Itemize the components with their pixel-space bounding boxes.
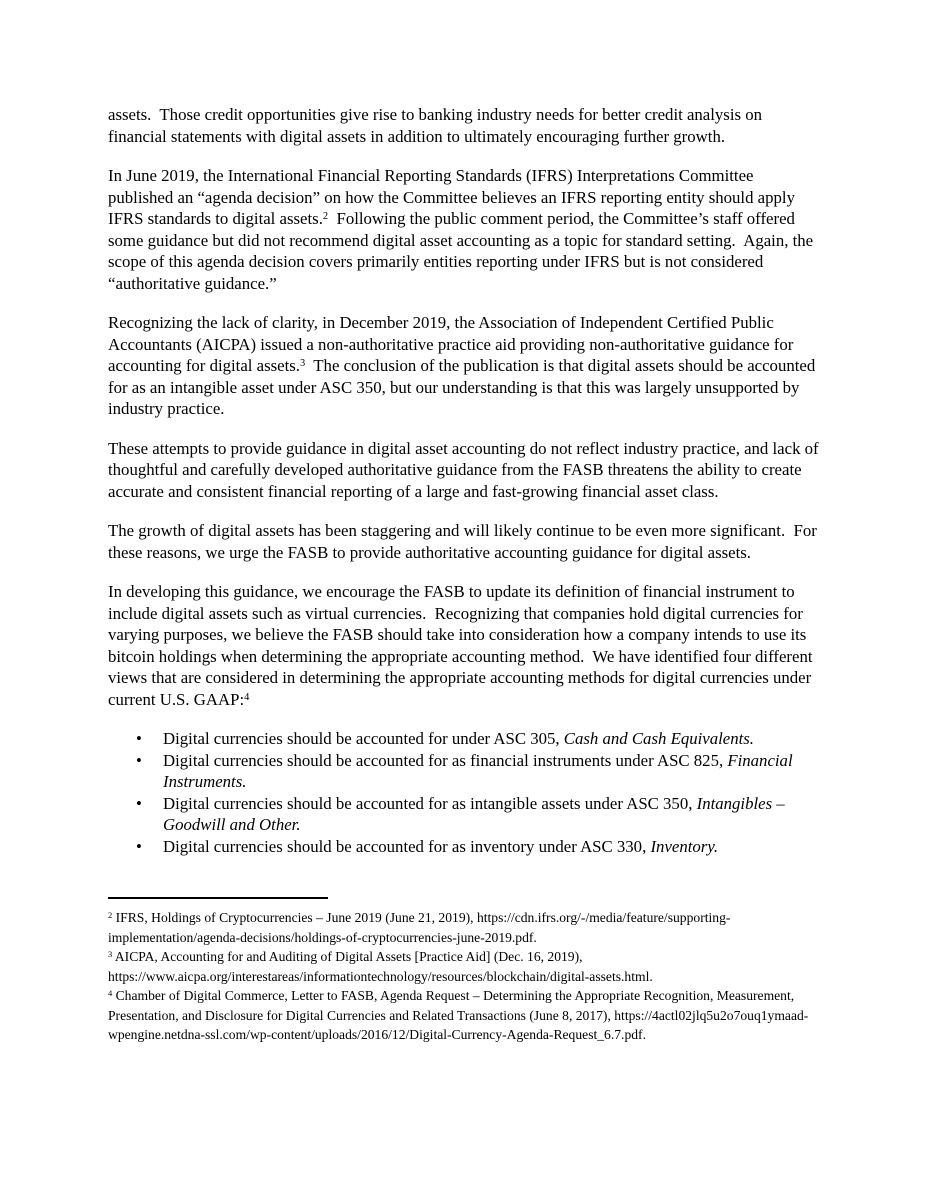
footnote: $^3$ AICPA, Accounting for and Auditing of Digital Assets [Practice Aid] (Dec. 16, 2019), https://www.aicpa.org/interestareas/informationtechnology/resources/blockchain/digital-assets.html.: [108, 949, 653, 984]
paragraph: In June 2019, the International Financial Reporting Standards (IFRS) Interpretations Committee published an “agenda decision” on how the Committee believes an IFRS reporting entity should apply IFRS standards to digital assets.$^2$ Following the public comment period, the Committee’s staff offered some guidance but did not recommend digital asset accounting as a topic for standard setting. Again, the scope of this agenda decision covers primarily entities reporting under IFRS but is not considered “authoritative guidance.”: [108, 166, 818, 293]
list-item-text: Digital currencies should be accounted for as inventory under ASC 330, Inventory.: [163, 836, 719, 856]
paragraph: These attempts to provide guidance in digital asset accounting do not reflect industry practice, and lack of thoughtful and carefully developed authoritative guidance from the FASB threatens the ability to create accurate and consistent financial reporting of a large and fast-growing financial asset class.: [108, 438, 823, 501]
bullet-icon: •: [136, 793, 142, 813]
paragraph: Recognizing the lack of clarity, in December 2019, the Association of Independent Certified Public Accountants (AICPA) issued a non-authoritative practice aid providing non-authoritative guidance for accounting for digital assets.$^3$ The conclusion of the publication is that digital assets should be accounted for as an intangible asset under ASC 350, but our understanding is that this was largely unsupported by industry practice.: [108, 313, 820, 418]
bullet-icon: •: [136, 836, 142, 856]
footnotes-section: [108, 897, 820, 1045]
paragraph: The growth of digital assets has been staggering and will likely continue to be even more significant. For these reasons, we urge the FASB to provide authoritative accounting guidance for digital assets.: [108, 521, 822, 562]
bullet-icon: •: [136, 729, 142, 748]
bullet-list: [108, 728, 820, 857]
list-item: [108, 728, 820, 750]
paragraph: In developing this guidance, we encourage the FASB to update its definition of financial instrument to include digital assets such as virtual currencies. Recognizing that companies hold digital currencies for varying purposes, we believe the FASB should take into consideration how a company intends to use its bitcoin holdings when determining the appropriate accounting method. We have identified four different views that are considered in determining the appropriate accounting methods for digital currencies under current U.S. GAAP:$^4$: [108, 582, 817, 709]
list-item-text: Digital currencies should be accounted for as financial instruments under ASC 825, Financial Instruments.: [163, 750, 797, 791]
list-item-text: Digital currencies should be accounted for under ASC 305, Cash and Cash Equivalents.: [163, 729, 754, 748]
footnote: $^2$ IFRS, Holdings of Cryptocurrencies – June 2019 (June 21, 2019), https://cdn.ifrs.org/-/media/feature/supporting-implementation/agenda-decisions/holdings-of-cryptocurrencies-june-2019.pdf.: [108, 910, 731, 945]
paragraph: assets. Those credit opportunities give rise to banking industry needs for better credit analysis on financial statements with digital assets in addition to ultimately encouraging further growth.: [108, 105, 767, 146]
list-item: [108, 836, 820, 858]
list-item-text: Digital currencies should be accounted for as intangible assets under ASC 350, Intangibles – Goodwill and Other.: [163, 793, 789, 834]
bullet-icon: •: [136, 750, 142, 770]
list-item: [108, 793, 820, 836]
footnote-separator: [108, 897, 328, 899]
list-item: [108, 750, 820, 793]
footnote: $^4$ Chamber of Digital Commerce, Letter to FASB, Agenda Request – Determining the Appropriate Recognition, Measurement, Presentation, and Disclosure for Digital Currencies and Related Transactions (June 8, 2017), https://4actl02jlq5u2o7ouq1ymaad-wpengine.netdna-ssl.com/wp-content/uploads/2016/12/Digital-Currency-Agenda-Request_6.7.pdf.: [108, 988, 809, 1042]
